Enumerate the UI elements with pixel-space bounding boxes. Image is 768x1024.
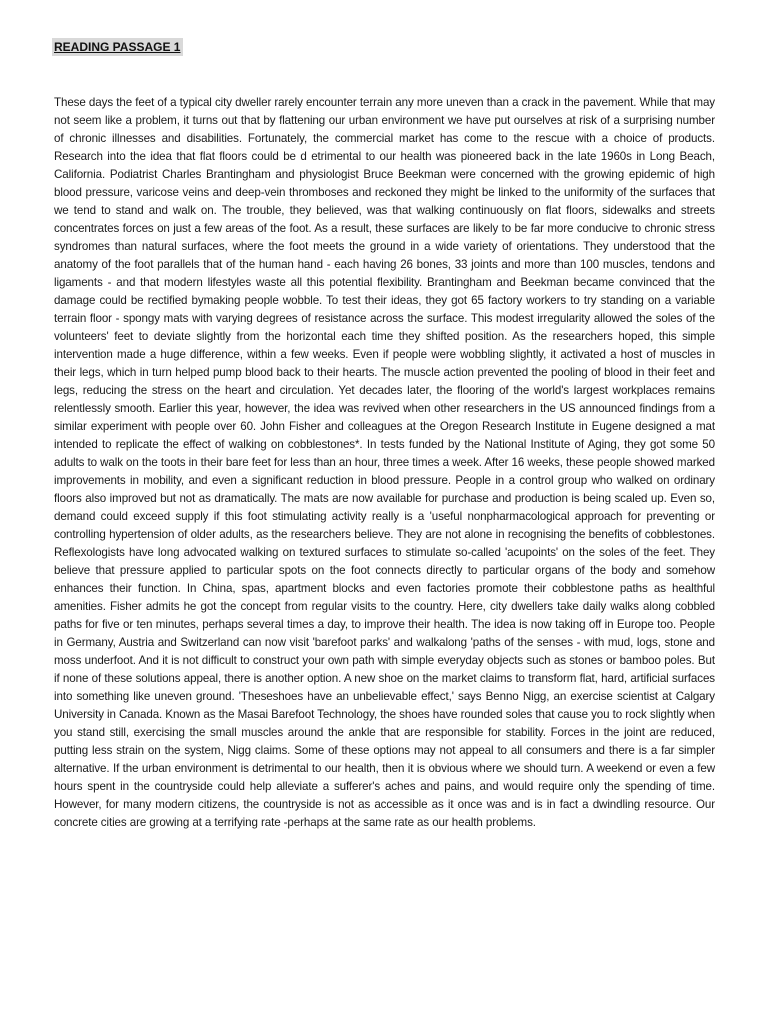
passage-heading: READING PASSAGE 1	[52, 38, 183, 56]
passage-body: These days the feet of a typical city dweller rarely encounter terrain any more uneven than a crack in the pavement. While that may not seem like a problem, it turns out that by flattening our urban environment we have put ourselves at risk of a surprising number of chronic illnesses and disabilities. Fortunately, the commercial market has come to the rescue with a choice of products. Research into the idea that flat floors could be d etrimental to our health was pioneered back in the late 1960s in Long Beach, California. Podiatrist Charles Brantingham and physiologist Bruce Beekman were concerned with the growing epidemic of high blood pressure, varicose veins and deep-vein thromboses and reckoned they might be linked to the uniformity of the surfaces that we tend to stand and walk on. The trouble, they believed, was that walking continuously on flat floors, sidewalks and streets concentrates forces on just a few areas of the foot. As a result, these surfaces are likely to be far more conducive to chronic stress syndromes than natural surfaces, where the foot meets the ground in a wide variety of orientations. They understood that the anatomy of the foot parallels that of the human hand - each having 26 bones, 33 joints and more than 100 muscles, tendons and ligaments - and that modern lifestyles waste all this potential flexibility. Brantingham and Beekman became convinced that the damage could be rectified bymaking people wobble. To test their ideas, they got 65 factory workers to try standing on a variable terrain floor - spongy mats with varying degrees of resistance across the surface. This modest irregularity allowed the soles of the volunteers' feet to deviate slightly from the horizontal each time they shifted position. As the researchers hoped, this simple intervention made a huge difference, within a few weeks. Even if people were wobbling slightly, it activated a host of muscles in their legs, which in turn helped pump blood back to their hearts. The muscle action prevented the pooling of blood in their feet and legs, reducing the stress on the heart and circulation. Yet decades later, the flooring of the world's largest workplaces remains relentlessly smooth. Earlier this year, however, the idea was revived when other researchers in the US announced findings from a similar experiment with people over 60. John Fisher and colleagues at the Oregon Research Institute in Eugene designed a mat intended to replicate the effect of walking on cobblestones*. In tests funded by the National Institute of Aging, they got some 50 adults to walk on the toots in their bare feet for less than an hour, three times a week. After 16 weeks, these people showed marked improvements in mobility, and even a significant reduction in blood pressure. People in a control group who walked on ordinary floors also improved but not as dramatically. The mats are now available for purchase and production is being scaled up. Even so, demand could exceed supply if this foot stimulating activity really is a 'useful nonpharmacological approach for preventing or controlling hypertension of older adults, as the researchers believe. They are not alone in recognising the benefits of cobblestones. Reflexologists have long advocated walking on textured surfaces to stimulate so-called 'acupoints' on the soles of the feet. They believe that pressure applied to particular spots on the foot connects directly to particular organs of the body and somehow enhances their function. In China, spas, apartment blocks and even factories promote their cobblestone paths as healthful amenities. Fisher admits he got the concept from regular visits to the country. Here, city dwellers take daily walks along cobbled paths for five or ten minutes, perhaps several times a day, to improve their health. The idea is now taking off in Europe too. People in Germany, Austria and Switzerland can now visit 'barefoot parks' and walkalong 'paths of the senses - with mud, logs, stone and moss underfoot. And it is not difficult to construct your own path with simple everyday objects such as stones or bamboo poles. But if none of these solutions appeal, there is another option. A new shoe on the market claims to transform flat, hard, artificial surfaces into something like uneven ground. 'Theseshoes have an unbelievable effect,' says Benno Nigg, an exercise scientist at Calgary University in Canada. Known as the Masai Barefoot Technology, the shoes have rounded soles that cause you to rock slightly when you stand still, exercising the small muscles around the ankle that are responsible for stability. Forces in the joint are reduced, putting less strain on the system, Nigg claims. Some of these options may not appeal to all consumers and there is a far simpler alternative. If the urban environment is detrimental to our health, then it is obvious where we should turn. A weekend or even a few hours spent in the countryside could help alleviate a sufferer's aches and pains, and would require only the spending of time. However, for many modern citizens, the countryside is not as accessible as it once was and is in fact a dwindling resource. Our concrete cities are growing at a terrifying rate -perhaps at the same rate as our health problems.	[54, 96, 715, 829]
